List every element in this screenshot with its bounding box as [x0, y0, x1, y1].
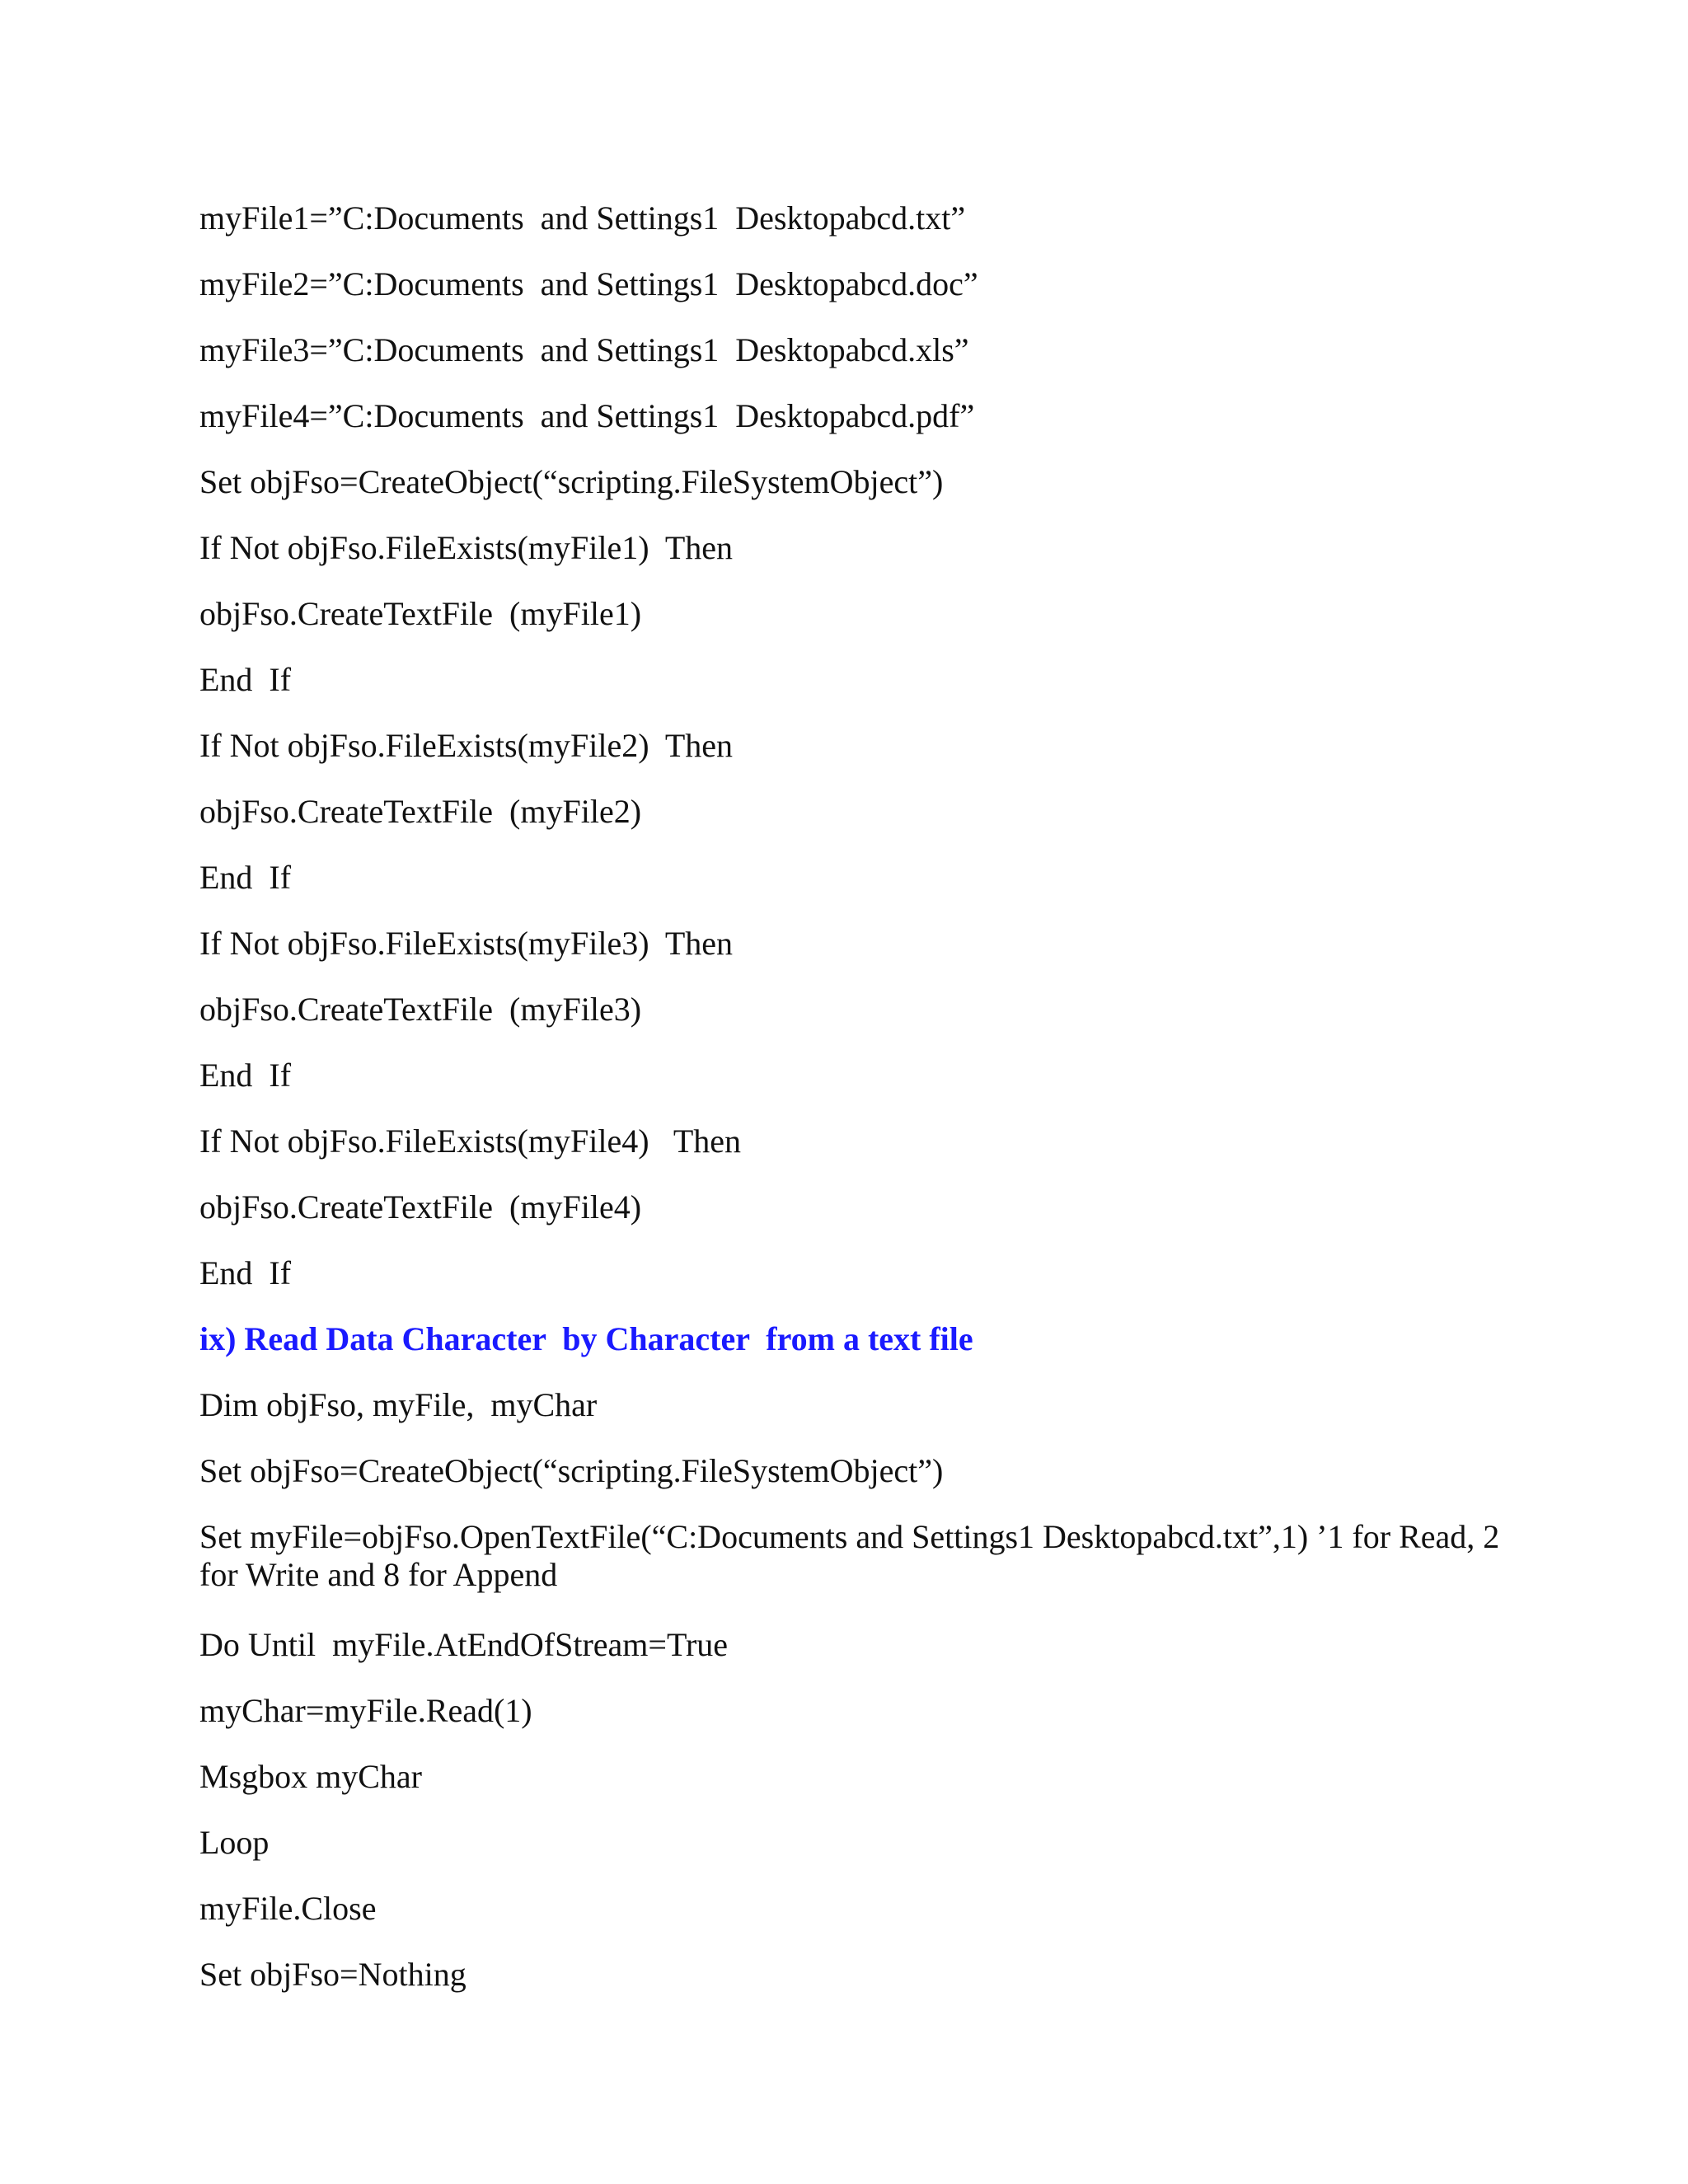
code-line: If Not objFso.FileExists(myFile4) Then	[199, 1122, 742, 1160]
code-line: Loop	[199, 1824, 270, 1861]
code-line: myFile.Close	[199, 1890, 377, 1927]
code-line: Set objFso=CreateObject(“scripting.FileSystemObject”)	[199, 463, 944, 500]
code-line: Set objFso=Nothing	[199, 1956, 467, 1993]
code-line: Do Until myFile.AtEndOfStream=True	[199, 1626, 729, 1663]
code-line: If Not objFso.FileExists(myFile3) Then	[199, 925, 734, 962]
code-line: objFso.CreateTextFile (myFile3)	[199, 991, 642, 1028]
code-line: Set objFso=CreateObject(“scripting.FileSystemObject”)	[199, 1452, 944, 1489]
code-line: End If	[199, 1254, 292, 1291]
code-line: myFile1=”C:Documents and Settings1 Desktopabcd.txt”	[199, 199, 966, 237]
code-line: End If	[199, 1057, 292, 1094]
code-line: objFso.CreateTextFile (myFile2)	[199, 793, 642, 830]
code-line: myFile4=”C:Documents and Settings1 Desktopabcd.pdf”	[199, 397, 975, 434]
section-heading: ix) Read Data Character by Character from a text file	[199, 1320, 973, 1357]
code-line: If Not objFso.FileExists(myFile2) Then	[199, 727, 734, 764]
document-body	[199, 195, 1502, 2018]
code-line: objFso.CreateTextFile (myFile4)	[199, 1188, 642, 1226]
code-line-wrapped: Set myFile=objFso.OpenTextFile(“C:Documents and Settings1 Desktopabcd.txt”,1) ’1 for Read, 2 for Write and 8 for Append	[199, 1518, 1500, 1593]
code-line: objFso.CreateTextFile (myFile1)	[199, 595, 642, 632]
code-line: Dim objFso, myFile, myChar	[199, 1386, 598, 1423]
code-line: End If	[199, 859, 292, 896]
code-line: End If	[199, 661, 292, 698]
code-line: myFile2=”C:Documents and Settings1 Desktopabcd.doc”	[199, 265, 978, 302]
code-line: If Not objFso.FileExists(myFile1) Then	[199, 529, 734, 566]
code-line: myChar=myFile.Read(1)	[199, 1692, 532, 1729]
code-line: myFile3=”C:Documents and Settings1 Desktopabcd.xls”	[199, 331, 969, 368]
code-line: Msgbox myChar	[199, 1758, 422, 1795]
